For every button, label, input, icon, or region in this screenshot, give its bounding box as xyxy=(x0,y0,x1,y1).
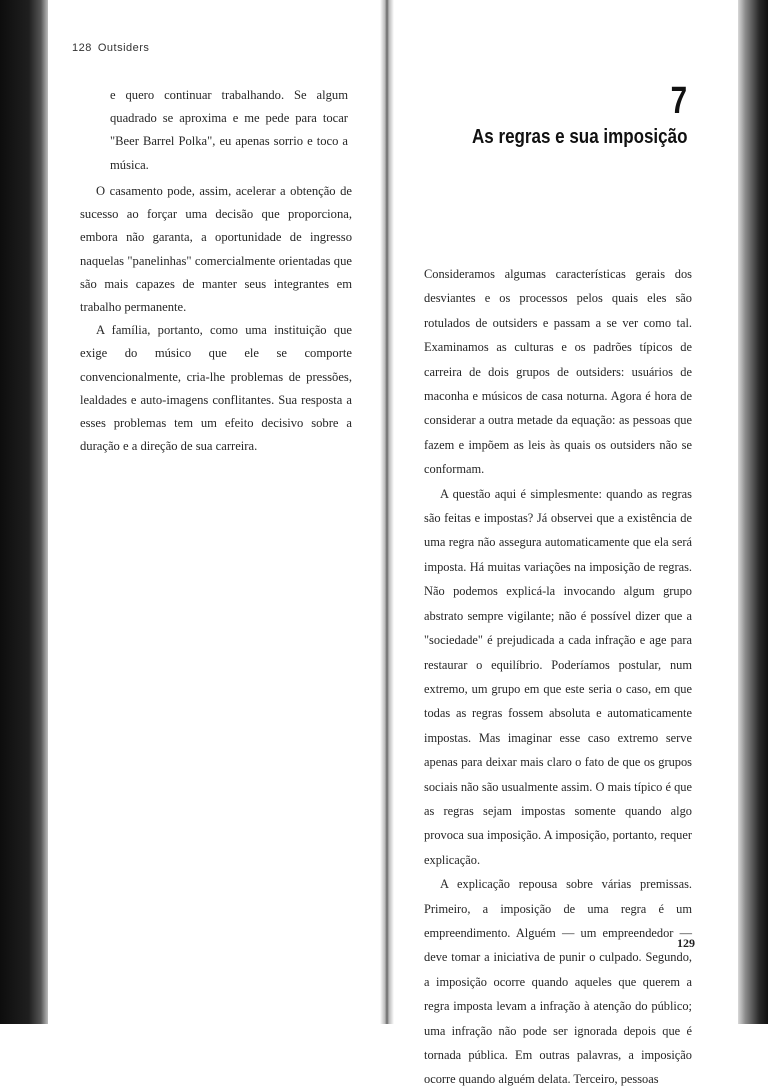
chapter-body xyxy=(424,262,692,1092)
paragraph: A explicação repousa sobre várias premissas. Primeiro, a imposição de uma regra é um empreendimento. Alguém — um empreendedor — deve tomar a iniciativa de punir o culpado. Segundo, a imposição ocorre quando aqueles que querem a regra imposta levam a infração à atenção do público; uma infração não pode ser ignorada depois que é tornada pública. Em outras palavras, a imposição ocorre quando alguém delata. Terceiro, pessoas xyxy=(424,877,692,1087)
page-number-right: 129 xyxy=(677,936,695,950)
book-gutter xyxy=(380,0,394,1024)
left-page xyxy=(62,0,362,1024)
left-paragraph-1 xyxy=(110,84,348,177)
paragraph: A família, portanto, como uma instituição que exige do músico que ele se comporte convencionalmente, cria-lhe problemas de pressões, lealdades e auto-imagens conflitantes. Sua resposta a esses problemas tem um efeito decisivo sobre a duração e a direção de sua carreira. xyxy=(80,323,352,454)
running-head xyxy=(72,42,155,54)
page-number-left: 128 xyxy=(72,42,92,54)
right-page xyxy=(420,0,695,1087)
left-paragraphs xyxy=(80,180,352,458)
paragraph: Consideramos algumas características gerais dos desviantes e os processos pelos quais eles são rotulados de outsiders e passam a se ver como tal. Examinamos as culturas e os padrões típicos de carreira de dois grupos de outsiders: usuários de maconha e músicos de casa noturna. Agora é hora de considerar a outra metade da equação: as pessoas que fazem e impõem as leis às quais os outsiders não se conformam. xyxy=(424,267,692,477)
chapter-number: 7 xyxy=(670,80,687,122)
right-page-edge-shadow xyxy=(738,0,768,1024)
paragraph: e quero continuar trabalhando. Se algum quadrado se aproxima e me pede para tocar "Beer Barrel Polka", eu apenas sorrio e toco a música. xyxy=(110,88,348,172)
book-title: Outsiders xyxy=(97,42,150,54)
paragraph: A questão aqui é simplesmente: quando as regras são feitas e impostas? Já observei que a existência de uma regra não assegura automaticamente que ela será imposta. Há muitas variações na imposição de regras. Não podemos explicá-la invocando algum grupo abstrato sempre vigilante; não é possível dizer que a "sociedade" é prejudicada a cada infração e age para restaurar o equilíbrio. Poderíamos postular, num extremo, um grupo em que este seria o caso, em que todas as regras fossem absoluta e automaticamente impostas. Mas imaginar esse caso extremo serve apenas para deixar mais claro o fato de que os grupos sociais não são usualmente assim. O mais típico é que as regras sejam impostas somente quando algo provoca sua imposição. A imposição, portanto, requer explicação. xyxy=(424,486,692,867)
paragraph: O casamento pode, assim, acelerar a obtenção de sucesso ao forçar uma decisão que proporciona, embora não garanta, a oportunidade de ingresso naquelas "panelinhas" comercialmente orientadas que são mais capazes de manter seus integrantes em trabalho permanente. xyxy=(80,184,352,315)
chapter-title: As regras e sua imposição xyxy=(471,126,687,148)
left-page-edge-shadow xyxy=(0,0,48,1024)
